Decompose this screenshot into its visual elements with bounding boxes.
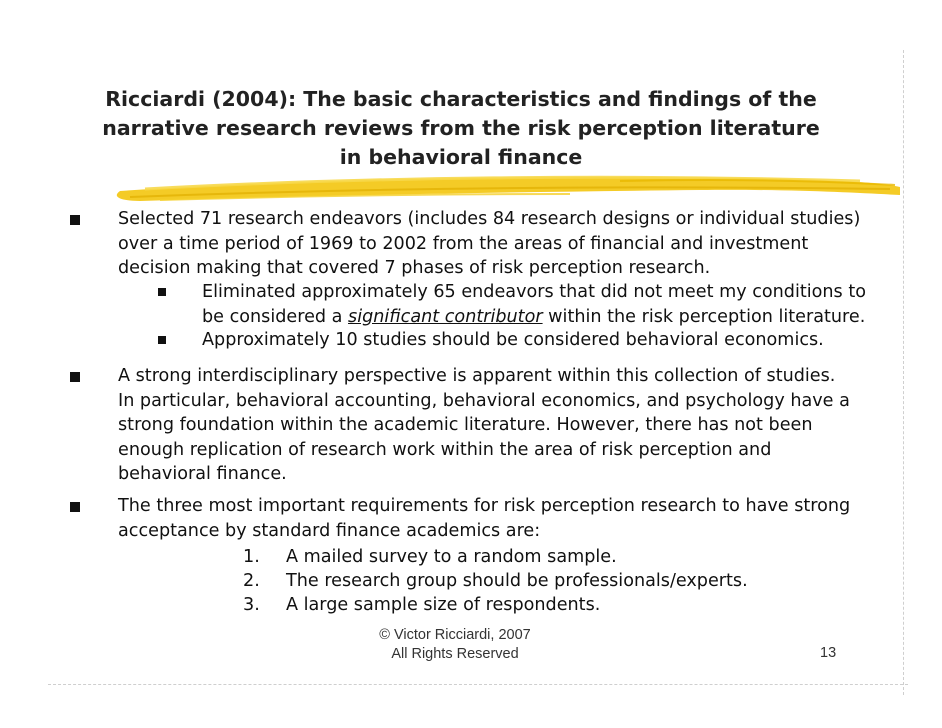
sub-bullet-1-text: [202, 280, 892, 329]
sub-bullet-marker-2: [158, 336, 166, 344]
bullet-marker-2: [70, 372, 80, 382]
bullet-2-line-3: strong foundation within the academic literature. However, there has not been: [118, 415, 813, 435]
bullet-1-line-1: Selected 71 research endeavors (includes 84 research designs or individual studies): [118, 209, 861, 229]
list-item-1: A mailed survey to a random sample.: [286, 547, 617, 567]
bullet-2-line-5: behavioral finance.: [118, 464, 287, 484]
sub-bullet-1-line-2-start: be considered a: [202, 306, 349, 327]
bullet-1-text: [118, 207, 888, 281]
list-number-2: 2.: [243, 571, 260, 591]
bullet-3-line-2: acceptance by standard finance academics are:: [118, 520, 541, 541]
sub-bullet-1-line-2-end: within the risk perception literature.: [542, 306, 866, 327]
slide-footer: [330, 626, 580, 664]
bullet-2-line-2: In particular, behavioral accounting, behavioral economics, and psychology have a: [118, 390, 850, 411]
list-item-2: The research group should be professionals/experts.: [286, 571, 748, 591]
bullet-1-line-3: decision making that covered 7 phases of risk perception research.: [118, 258, 711, 278]
bullet-1-line-2: over a time period of 1969 to 2002 from the areas of financial and investment: [118, 233, 809, 254]
slide-border-bottom: [48, 684, 908, 685]
bullet-3-text: [118, 494, 888, 543]
list-number-3: 3.: [243, 595, 260, 615]
bullet-2-text: [118, 364, 888, 487]
sub-bullet-2-text: Approximately 10 studies should be considered behavioral economics.: [202, 330, 824, 350]
title-line-2: narrative research reviews from the risk perception literature: [102, 116, 820, 140]
highlighter-stroke: [100, 165, 905, 210]
title-line-1: Ricciardi (2004): The basic characteristics and findings of the: [105, 87, 817, 111]
list-item-3: A large sample size of respondents.: [286, 595, 601, 615]
sub-bullet-1-line-2: [202, 305, 892, 330]
bullet-marker-1: [70, 215, 80, 225]
bullet-marker-3: [70, 502, 80, 512]
bullet-2-line-1: A strong interdisciplinary perspective is apparent within this collection of studies.: [118, 366, 836, 386]
significant-contributor-emphasis: significant contributor: [348, 306, 543, 327]
sub-bullet-marker-1: [158, 288, 166, 296]
slide-title: [90, 85, 832, 172]
footer-rights: All Rights Reserved: [391, 646, 519, 662]
bullet-3-line-1: The three most important requirements for risk perception research to have strong: [118, 496, 851, 516]
bullet-2-line-4: enough replication of research work within the area of risk perception and: [118, 439, 772, 460]
slide-border-right: [903, 50, 904, 695]
title-line-3: in behavioral finance: [339, 145, 583, 169]
sub-bullet-1-line-1: Eliminated approximately 65 endeavors that did not meet my conditions to: [202, 282, 866, 302]
footer-copyright: © Victor Ricciardi, 2007: [379, 627, 531, 643]
page-number: 13: [820, 645, 837, 661]
list-number-1: 1.: [243, 547, 260, 567]
